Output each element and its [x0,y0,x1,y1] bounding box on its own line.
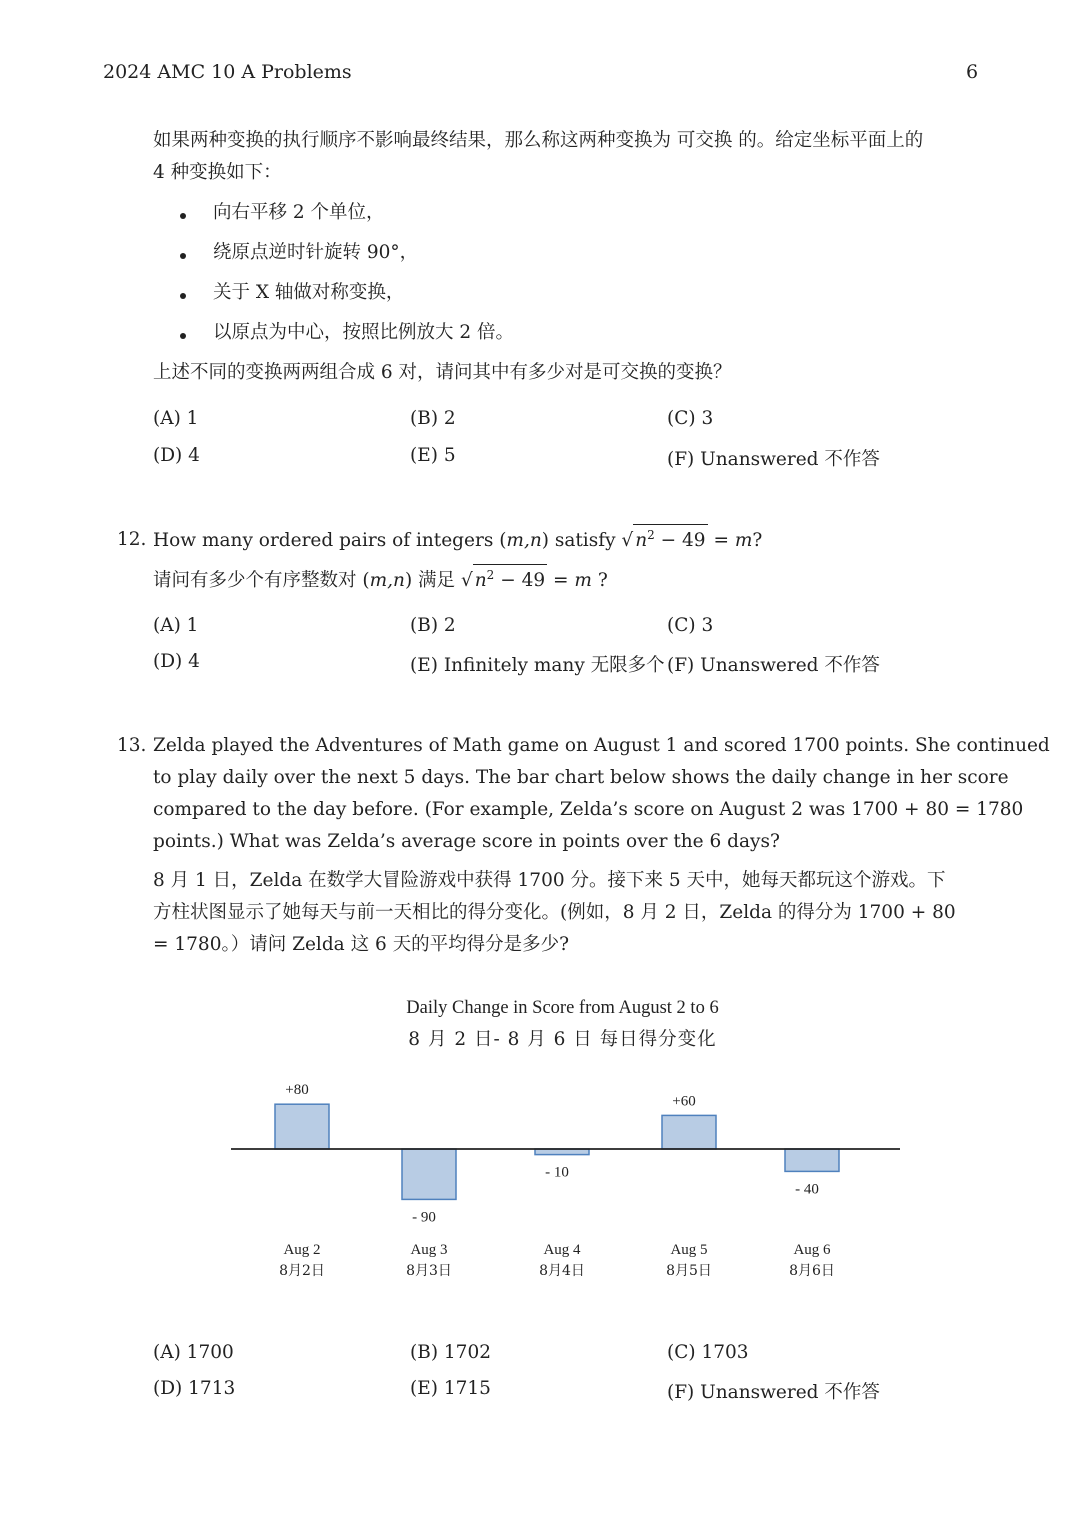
chart-title: Daily Change in Score from August 2 to 6 [406,998,719,1018]
p12-choice-e: (E) Infinitely many 无限多个 [410,655,665,676]
p13-en-line: compared to the day before. (For example, Zelda’s score on August 2 was 1700 + 80 = 1780 [153,799,1024,820]
chart-subtitle: 8 月 2 日- 8 月 6 日 每日得分变化 [408,1029,717,1050]
data-label: - 90 [412,1209,436,1226]
tick-label-zh: 8月2日 [279,1263,325,1279]
p13-choice-d: (D) 1713 [153,1378,236,1399]
p13-en-line: points.) What was Zelda’s average score in points over the 6 days? [153,831,780,852]
tick-label-zh: 8月3日 [406,1263,452,1279]
data-label: +60 [672,1093,696,1110]
tick-label: Aug 2 [283,1242,321,1258]
p12-choice-c: (C) 3 [667,615,714,636]
p13-choice-f: (F) Unanswered 不作答 [667,1382,880,1403]
p11-choice-b: (B) 2 [410,408,456,429]
tick-label-zh: 8月4日 [539,1263,585,1279]
p11-bullet: 关于 X 轴做对称变换， [213,282,405,303]
p13-en-line: to play daily over the next 5 days. The bar chart below shows the daily change in her score [153,767,1009,788]
page-header-title: 2024 AMC 10 A Problems [103,61,352,83]
p11-bullet: 以原点为中心，按照比例放大 2 倍。 [213,322,515,343]
p11-question: 上述不同的变换两两组合成 6 对，请问其中有多少对是可交换的变换？ [153,362,732,383]
p13-zh-line: 方柱状图显示了她每天与前一天相比的得分变化。(例如，8 月 2 日，Zelda 的得分为 1700 + 80 [153,902,956,923]
p13-choice-a: (A) 1700 [153,1342,234,1363]
p12-choice-d: (D) 4 [153,651,200,672]
p11-intro-line2: 4 种变换如下： [153,162,282,183]
p11-bullet: 绕原点逆时针旋转 90°， [213,242,419,263]
p11-choice-a: (A) 1 [153,408,199,429]
p12-choice-b: (B) 2 [410,615,456,636]
p13-choice-e: (E) 1715 [410,1378,491,1399]
sqrt-expression: √ $n^2 - 49$ [621,524,707,557]
p11-choice-e: (E) 5 [410,445,456,466]
p11-choice-d: (D) 4 [153,445,200,466]
tick-label: Aug 4 [543,1242,581,1258]
tick-label: Aug 6 [793,1242,831,1258]
data-label: - 40 [795,1181,819,1198]
tick-label-zh: 8月5日 [666,1263,712,1279]
p13-choice-b: (B) 1702 [410,1342,491,1363]
bar [275,1104,329,1149]
sqrt-expression: √ $n^2 - 49$ [461,564,547,597]
p11-intro-line1: 如果两种变换的执行顺序不影响最终结果，那么称这两种变换为 可交换 的。给定坐标平面上的 [153,130,924,151]
p11-choice-c: (C) 3 [667,408,714,429]
p12-choice-f: (F) Unanswered 不作答 [667,655,880,676]
p11-bullet: 向右平移 2 个单位， [213,202,385,223]
p12-number: 12. [117,529,147,550]
p12-question-zh: 请问有多少个有序整数对 (m,n) 满足 √ $n^2 - 49 = m$ ? [153,564,608,597]
p13-zh-line: = 1780。）请问 Zelda 这 6 天的平均得分是多少? [153,934,570,955]
p13-number: 13. [117,735,147,756]
page-number: 6 [966,61,979,83]
tick-label-zh: 8月6日 [789,1263,835,1279]
p11-choice-f: (F) Unanswered 不作答 [667,449,880,470]
tick-label: Aug 5 [670,1242,708,1258]
bar [402,1149,456,1199]
bar [785,1149,839,1171]
p13-zh-line: 8 月 1 日，Zelda 在数学大冒险游戏中获得 1700 分。接下来 5 天中，她每天都玩这个游戏。下 [153,870,946,891]
p13-choice-c: (C) 1703 [667,1342,749,1363]
p12-question-en: How many ordered pairs of integers (m,n) satisfy √ $n^2 - 49 = m$? [153,524,762,557]
p12-choice-a: (A) 1 [153,615,199,636]
p13-en-line: Zelda played the Adventures of Math game on August 1 and scored 1700 points. She continued [153,735,1050,756]
data-label: +80 [285,1082,309,1099]
bar [662,1115,716,1149]
data-label: - 10 [545,1164,569,1181]
tick-label: Aug 3 [410,1242,448,1258]
